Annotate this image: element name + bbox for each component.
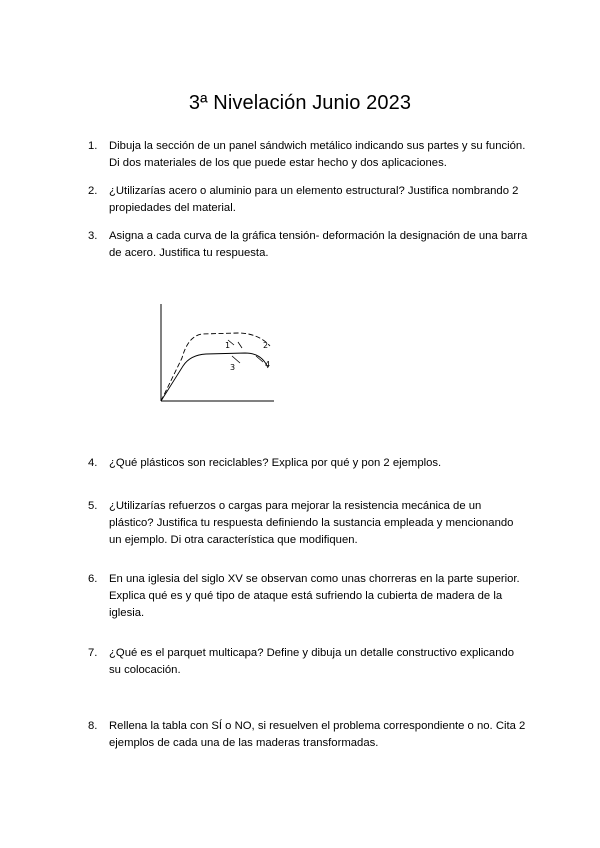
question-6 <box>88 571 528 622</box>
question-5 <box>88 498 528 549</box>
question-8 <box>88 718 528 752</box>
question-number: 2. <box>88 185 98 197</box>
graph-curve-label-ticks-upper <box>228 340 242 348</box>
graph-curve-label-ticks-lower <box>232 356 263 363</box>
question-3 <box>88 228 528 262</box>
question-text: En una iglesia del siglo XV se observan como unas chorreras en la parte superior. Explica qué es y qué tipo de ataque está sufriendo la cubierta de madera de la iglesia. <box>109 573 520 619</box>
question-number: 5. <box>88 500 98 512</box>
question-number: 6. <box>88 573 98 585</box>
curve-label-2: 2 <box>263 341 269 350</box>
curve-label-3: 3 <box>230 363 236 372</box>
graph-curve-1 <box>161 333 270 401</box>
question-text: Asigna a cada curva de la gráfica tensión- deformación la designación de una barra de acero. Justifica tu respuesta. <box>109 230 528 259</box>
question-text: ¿Qué es el parquet multicapa? Define y dibuja un detalle constructivo explicando su colocación. <box>109 647 515 676</box>
question-text: ¿Utilizarías refuerzos o cargas para mejorar la resistencia mecánica de un plástico? Justifica tu respuesta definiendo la sustancia empleada y mencionando un ejemplo. Di otra característica que modifiquen. <box>109 500 514 546</box>
page-title: 3ª Nivelación Junio 2023 <box>188 92 412 114</box>
question-number: 1. <box>88 140 98 152</box>
question-number: 8. <box>88 720 98 732</box>
curve-label-1: 1 <box>225 341 231 350</box>
question-text: ¿Utilizarías acero o aluminio para un elemento estructural? Justifica nombrando 2 propiedades del material. <box>109 185 519 214</box>
question-text: Rellena la tabla con SÍ o NO, si resuelven el problema correspondiente o no. Cita 2 ejemplos de cada una de las maderas transformadas. <box>109 720 526 749</box>
question-number: 7. <box>88 647 98 659</box>
graph-curve-2 <box>161 353 271 401</box>
question-text: ¿Qué plásticos son reciclables? Explica por qué y pon 2 ejemplos. <box>109 457 442 469</box>
question-number: 4. <box>88 457 98 469</box>
curve-label-4: 4 <box>265 360 271 369</box>
question-4 <box>88 455 528 472</box>
question-text: Dibuja la sección de un panel sándwich metálico indicando sus partes y su función. Di dos materiales de los que puede estar hecho y dos aplicaciones. <box>109 140 526 169</box>
question-1 <box>88 138 528 172</box>
question-number: 3. <box>88 230 98 242</box>
stress-strain-graph <box>150 300 280 406</box>
question-7 <box>88 645 528 679</box>
question-2 <box>88 183 528 217</box>
